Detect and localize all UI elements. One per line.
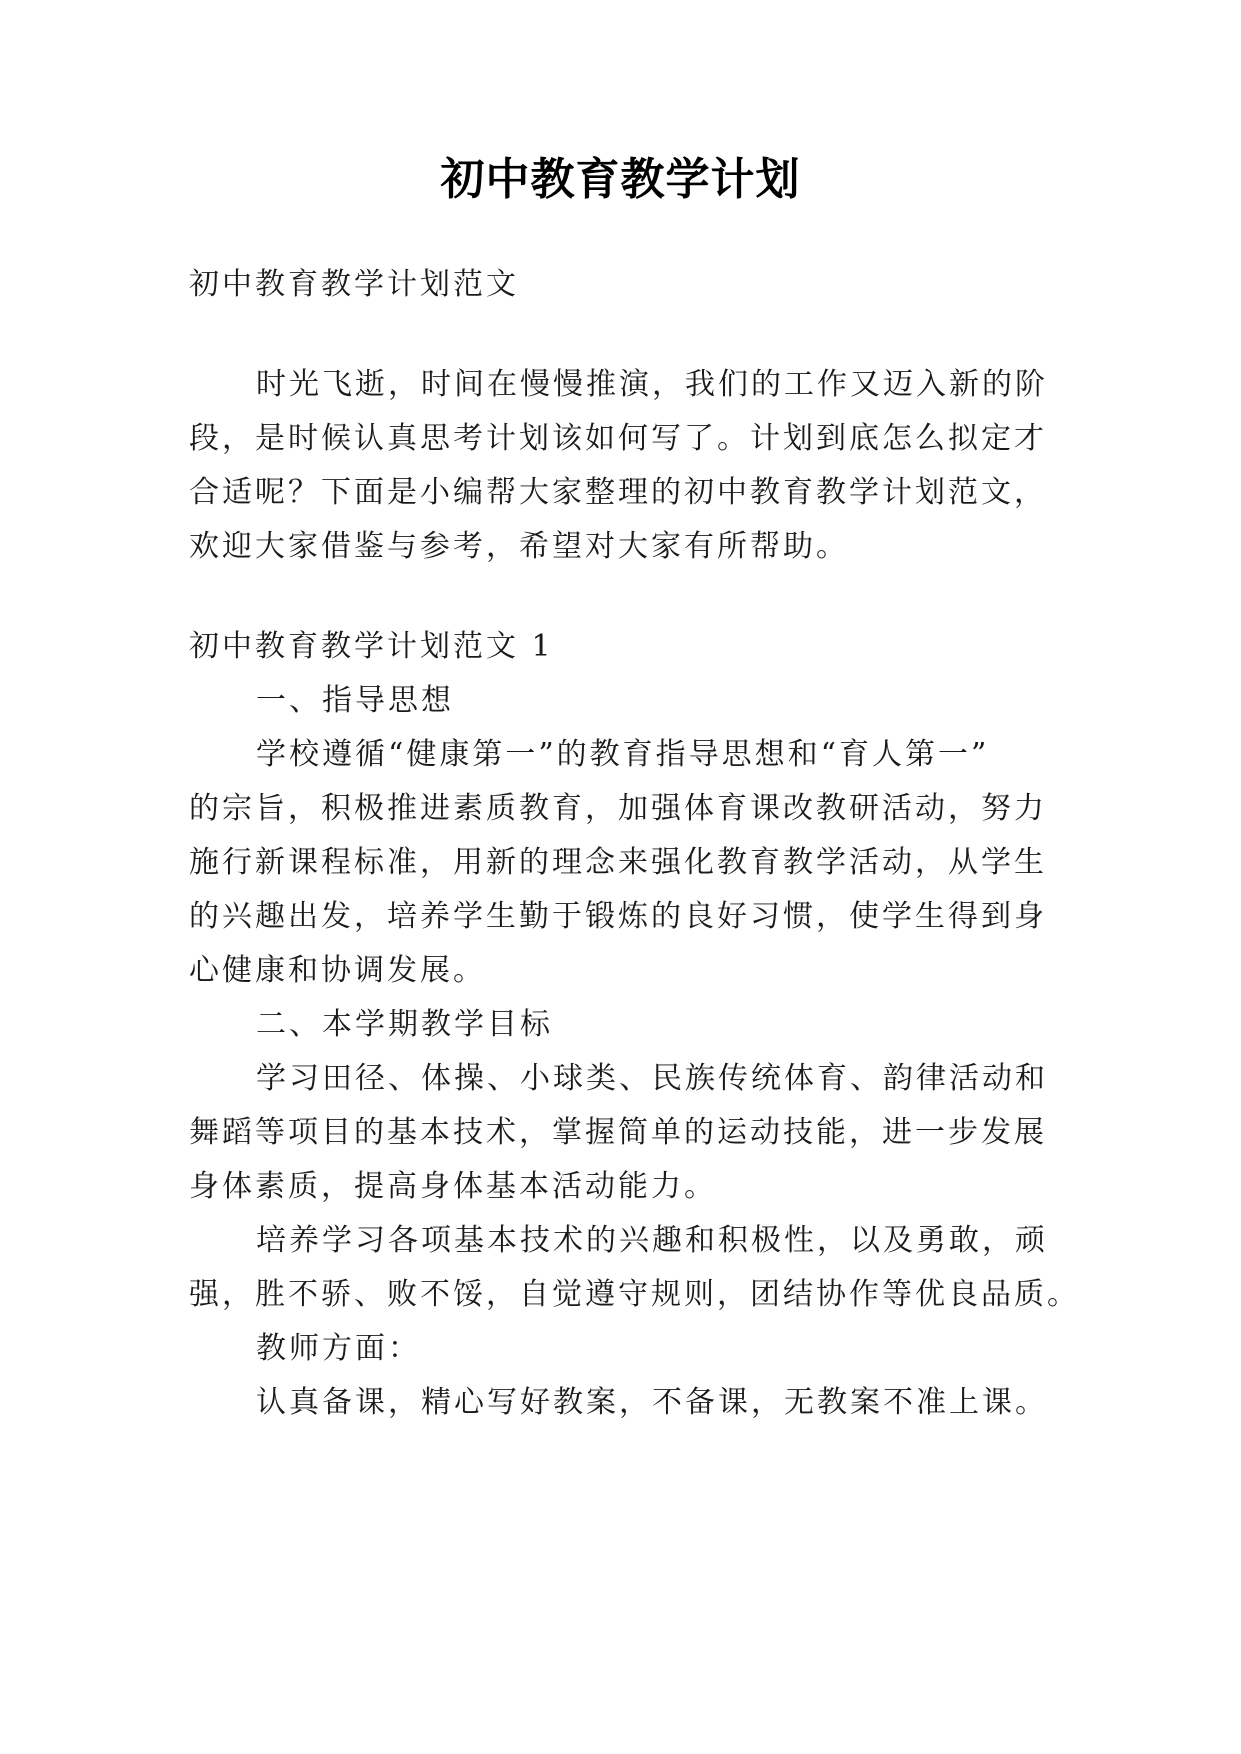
intro-line-4: 欢迎大家借鉴与参考，希望对大家有所帮助。 [189,529,849,564]
intro-line-2: 段，是时候认真思考计划该如何写了。计划到底怎么拟定才 [189,421,1047,456]
body-line: 的宗旨，积极推进素质教育，加强体育课改教研活动，努力 [189,791,1047,826]
heading-teacher-aspect: 教师方面： [256,1331,421,1366]
intro-line-3: 合适呢？下面是小编帮大家整理的初中教育教学计划范文， [189,475,1047,510]
body-line: 认真备课，精心写好教案，不备课，无教案不准上课。 [256,1385,1048,1420]
subtitle-line: 初中教育教学计划范文 [189,267,519,302]
body-line: 学习田径、体操、小球类、民族传统体育、韵律活动和 [256,1061,1048,1096]
body-line: 的兴趣出发，培养学生勤于锻炼的良好习惯，使学生得到身 [189,899,1047,934]
body-line: 培养学习各项基本技术的兴趣和积极性，以及勇敢，顽 [256,1223,1048,1258]
body-line: 强，胜不骄、败不馁，自觉遵守规则，团结协作等优良品质。 [189,1277,1080,1312]
body-line: 舞蹈等项目的基本技术，掌握简单的运动技能，进一步发展 [189,1115,1047,1150]
document-title: 初中教育教学计划 [440,154,801,205]
heading-semester-goals: 二、本学期教学目标 [256,1007,553,1042]
body-line: 身体素质，提高身体基本活动能力。 [189,1169,717,1204]
body-line: 施行新课程标准，用新的理念来强化教育教学活动，从学生 [189,845,1047,880]
heading-guiding-thought: 一、指导思想 [256,683,454,718]
body-line: 学校遵循“健康第一”的教育指导思想和“育人第一” [256,737,990,772]
body-line: 心健康和协调发展。 [189,953,486,988]
section-heading-1: 初中教育教学计划范文 1 [189,629,554,664]
intro-line-1: 时光飞逝，时间在慢慢推演，我们的工作又迈入新的阶 [256,367,1048,402]
